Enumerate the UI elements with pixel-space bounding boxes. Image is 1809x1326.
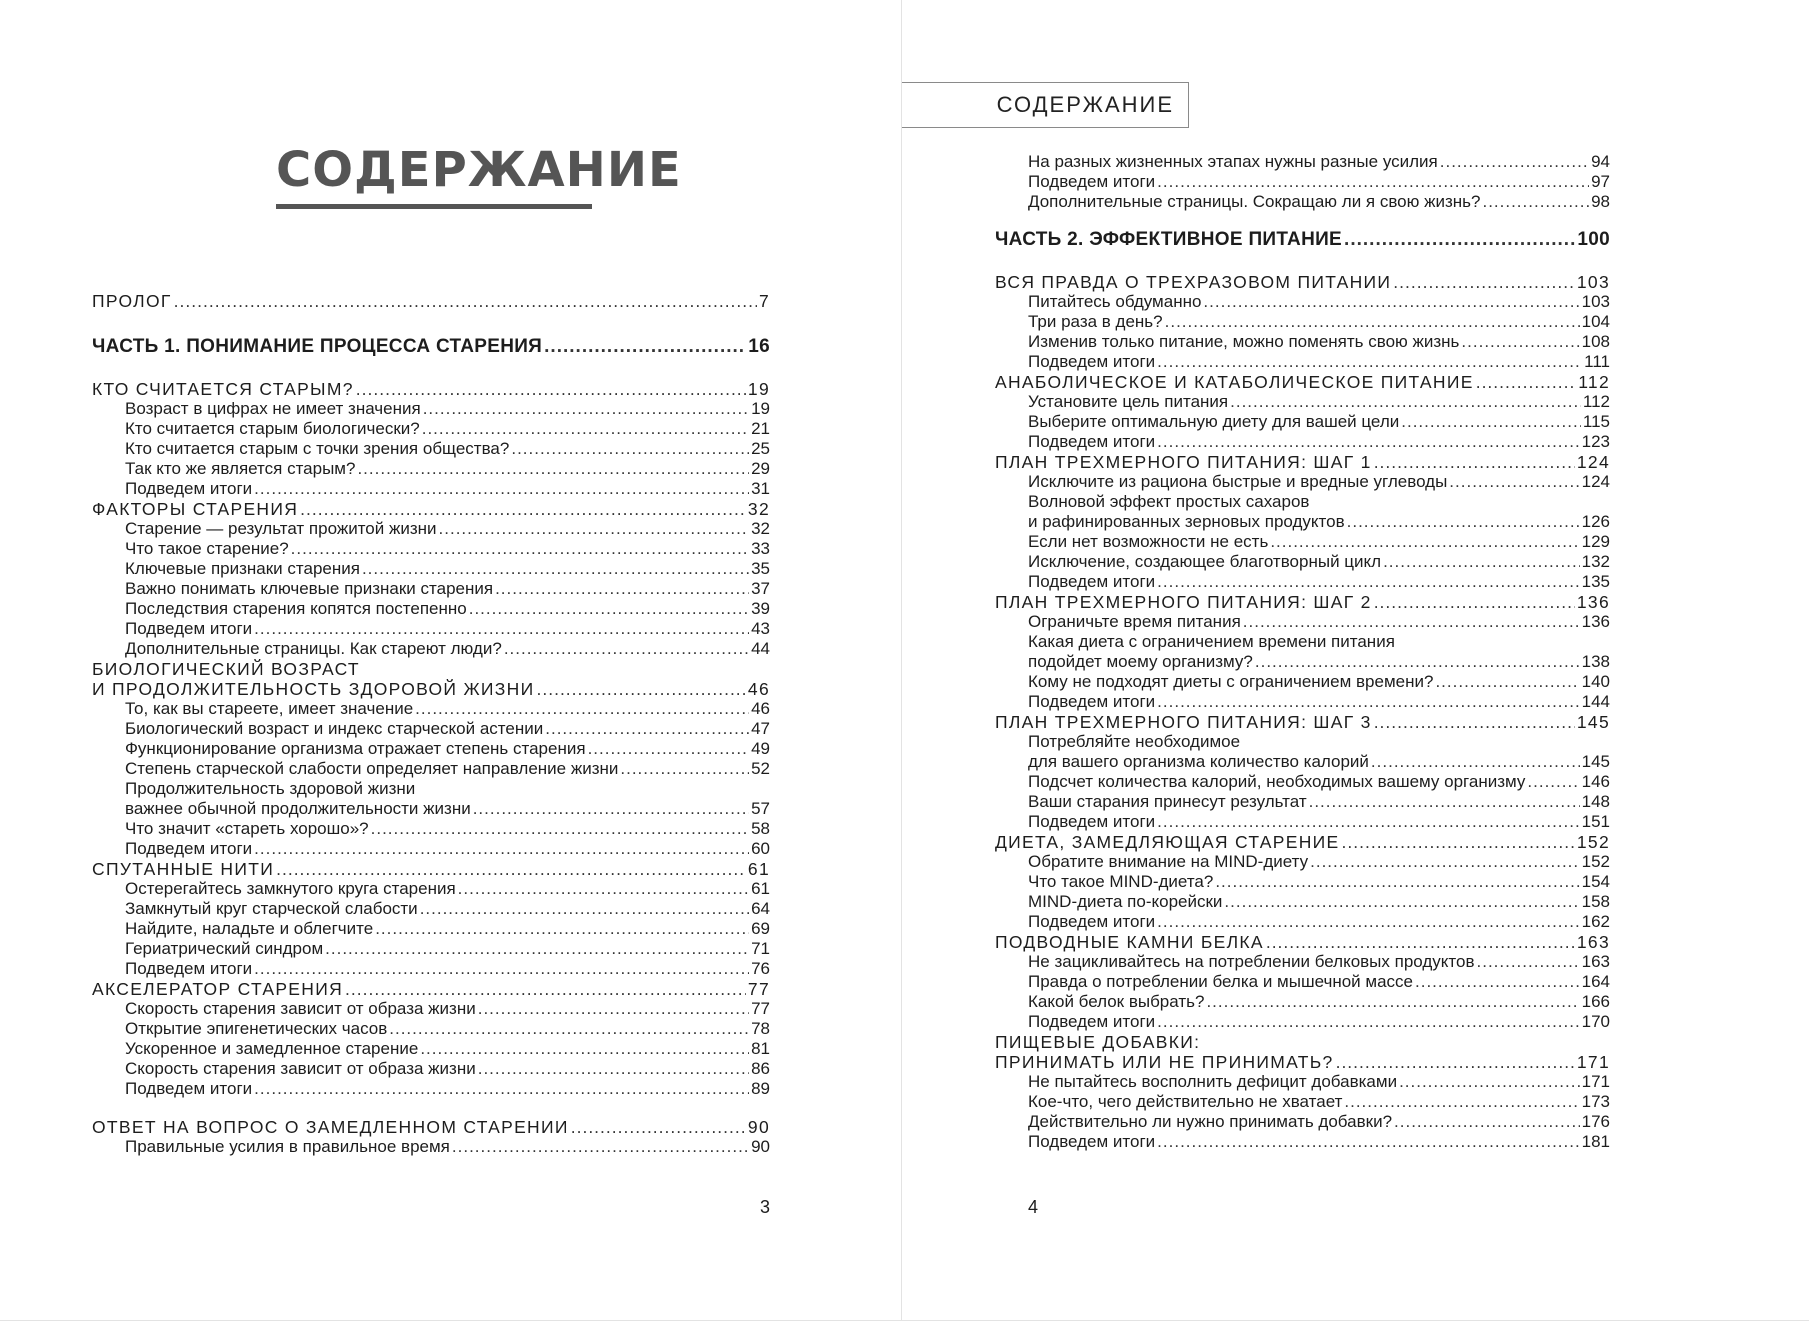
toc-entry: Кто считается старым биологически? ..... 21: [92, 419, 770, 439]
toc-entry: Возраст в цифрах не имеет значения ..... 19: [92, 399, 770, 419]
toc-entry: Кто считается старым с точки зрения общества? ..... 25: [92, 439, 770, 459]
toc-entry: Подведем итоги ..... 97: [1028, 172, 1610, 192]
toc-right-main: [995, 272, 1610, 1152]
toc-entry: Волновой эффект простых сахаров: [1028, 492, 1310, 511]
toc-entry: Исключение, создающее благотворный цикл ..... 132: [1028, 552, 1610, 572]
toc-entry: ДИЕТА, ЗАМЕДЛЯЮЩАЯ СТАРЕНИЕ ..... 152: [995, 832, 1610, 852]
toc-entry: Ограничьте время питания ..... 136: [1028, 612, 1610, 632]
toc-entry: Исключите из рациона быстрые и вредные углеводы ..... 124: [1028, 472, 1610, 492]
toc-entry: Ваши старания принесут результат ..... 148: [1028, 792, 1610, 812]
toc-entry: Старение — результат прожитой жизни ..... 32: [92, 519, 770, 539]
toc-entry: Кое-что, чего действительно не хватает ..... 173: [1028, 1092, 1610, 1112]
toc-entry: Что такое старение? ..... 33: [92, 539, 770, 559]
toc-entry: Ускоренное и замедленное старение ..... 81: [92, 1039, 770, 1059]
toc-entry: Подведем итоги ..... 123: [1028, 432, 1610, 452]
toc-entry: Подведем итоги ..... 151: [1028, 812, 1610, 832]
toc-right: [1028, 152, 1610, 212]
toc-entry: Если нет возможности не есть ..... 129: [1028, 532, 1610, 552]
toc-entry: БИОЛОГИЧЕСКИЙ ВОЗРАСТ: [92, 659, 360, 679]
toc-entry: Продолжительность здоровой жизни: [125, 779, 416, 798]
toc-entry: важнее обычной продолжительности жизни ..... 57: [92, 799, 770, 819]
toc-entry: Подведем итоги ..... 111: [1028, 352, 1610, 372]
toc-entry: Изменив только питание, можно поменять свою жизнь ..... 108: [1028, 332, 1610, 352]
toc-entry: Степень старческой слабости определяет направление жизни ..... 52: [92, 759, 770, 779]
toc-entry: Подведем итоги ..... 170: [1028, 1012, 1610, 1032]
toc-main-title: СОДЕРЖАНИЕ: [276, 142, 592, 209]
toc-entry: ПРОЛОГ ..... 7: [92, 291, 770, 311]
toc-left: [92, 291, 770, 1157]
toc-entry: Что значит «стареть хорошо»? ..... 58: [92, 819, 770, 839]
left-page: [0, 0, 901, 1320]
toc-entry: Функционирование организма отражает степень старения ..... 49: [92, 739, 770, 759]
running-head: СОДЕРЖАНИЕ: [902, 82, 1189, 128]
toc-entry: Выберите оптимальную диету для вашей цели ..... 115: [1028, 412, 1610, 432]
toc-entry: Какой белок выбрать? ..... 166: [1028, 992, 1610, 1012]
toc-entry: Не зацикливайтесь на потреблении белковых продуктов ..... 163: [1028, 952, 1610, 972]
toc-part-heading: ЧАСТЬ 2. ЭФФЕКТИВНОЕ ПИТАНИЕ ..... 100: [995, 228, 1610, 252]
toc-entry: Ключевые признаки старения ..... 35: [92, 559, 770, 579]
toc-entry: Замкнутый круг старческой слабости ..... 64: [92, 899, 770, 919]
toc-entry: Какая диета с ограничением времени питания: [1028, 632, 1395, 651]
toc-entry: Подведем итоги ..... 135: [1028, 572, 1610, 592]
toc-entry: Подведем итоги ..... 76: [92, 959, 770, 979]
toc-entry: Открытие эпигенетических часов ..... 78: [92, 1019, 770, 1039]
toc-entry: Биологический возраст и индекс старческой астении ..... 47: [92, 719, 770, 739]
toc-entry: Скорость старения зависит от образа жизни ..... 77: [92, 999, 770, 1019]
toc-entry: На разных жизненных этапах нужны разные усилия ..... 94: [1028, 152, 1610, 172]
toc-entry: Правильные усилия в правильное время ..... 90: [92, 1137, 770, 1157]
toc-entry: Так кто же является старым? ..... 29: [92, 459, 770, 479]
toc-entry: Действительно ли нужно принимать добавки? ..... 176: [1028, 1112, 1610, 1132]
toc-entry: Последствия старения копятся постепенно ..... 39: [92, 599, 770, 619]
toc-entry: Подведем итоги ..... 162: [1028, 912, 1610, 932]
toc-entry: Гериатрический синдром ..... 71: [92, 939, 770, 959]
toc-part-heading: ЧАСТЬ 1. ПОНИМАНИЕ ПРОЦЕССА СТАРЕНИЯ ..... 16: [92, 335, 770, 359]
toc-entry: Дополнительные страницы. Сокращаю ли я свою жизнь? ..... 98: [1028, 192, 1610, 212]
toc-entry: Подведем итоги ..... 31: [92, 479, 770, 499]
bottom-edge: [0, 1320, 1809, 1321]
toc-entry: АКСЕЛЕРАТОР СТАРЕНИЯ ..... 77: [92, 979, 770, 999]
toc-entry: То, как вы стареете, имеет значение ..... 46: [92, 699, 770, 719]
toc-entry: ПЛАН ТРЕХМЕРНОГО ПИТАНИЯ: ШАГ 1 ..... 124: [995, 452, 1610, 472]
toc-entry: ФАКТОРЫ СТАРЕНИЯ ..... 32: [92, 499, 770, 519]
toc-entry: Найдите, наладьте и облегчите ..... 69: [92, 919, 770, 939]
toc-entry: Подведем итоги ..... 144: [1028, 692, 1610, 712]
toc-entry: подойдет моему организму? ..... 138: [1028, 652, 1610, 672]
toc-entry: Скорость старения зависит от образа жизни ..... 86: [92, 1059, 770, 1079]
page-number-left: 3: [760, 1197, 771, 1217]
toc-entry: и рафинированных зерновых продуктов ..... 126: [1028, 512, 1610, 532]
toc-entry: Подсчет количества калорий, необходимых вашему организму ..... 146: [1028, 772, 1610, 792]
toc-entry: АНАБОЛИЧЕСКОЕ И КАТАБОЛИЧЕСКОЕ ПИТАНИЕ ..... 112: [995, 372, 1610, 392]
toc-entry: Подведем итоги ..... 89: [92, 1079, 770, 1099]
toc-entry: Подведем итоги ..... 181: [1028, 1132, 1610, 1152]
toc-entry: Важно понимать ключевые признаки старения ..... 37: [92, 579, 770, 599]
toc-entry: Дополнительные страницы. Как стареют люди? ..... 44: [92, 639, 770, 659]
toc-entry: для вашего организма количество калорий ..... 145: [1028, 752, 1610, 772]
toc-entry: ПРИНИМАТЬ ИЛИ НЕ ПРИНИМАТЬ? ..... 171: [995, 1052, 1610, 1072]
toc-entry: Обратите внимание на MIND-диету ..... 152: [1028, 852, 1610, 872]
toc-entry: КТО СЧИТАЕТСЯ СТАРЫМ? ..... 19: [92, 379, 770, 399]
toc-part-2: [995, 228, 1610, 252]
toc-entry: Три раза в день? ..... 104: [1028, 312, 1610, 332]
toc-entry: ОТВЕТ НА ВОПРОС О ЗАМЕДЛЕННОМ СТАРЕНИИ ..... 90: [92, 1117, 770, 1137]
toc-entry: ВСЯ ПРАВДА О ТРЕХРАЗОВОМ ПИТАНИИ ..... 103: [995, 272, 1610, 292]
toc-entry: Потребляйте необходимое: [1028, 732, 1241, 751]
page-number-right: 4: [1028, 1197, 1039, 1217]
toc-entry: Не пытайтесь восполнить дефицит добавками ..... 171: [1028, 1072, 1610, 1092]
toc-entry: ПИЩЕВЫЕ ДОБАВКИ:: [995, 1032, 1201, 1052]
right-page: [902, 0, 1809, 1320]
toc-entry: Питайтесь обдуманно ..... 103: [1028, 292, 1610, 312]
toc-entry: Кому не подходят диеты с ограничением времени? ..... 140: [1028, 672, 1610, 692]
toc-entry: ПЛАН ТРЕХМЕРНОГО ПИТАНИЯ: ШАГ 2 ..... 136: [995, 592, 1610, 612]
toc-entry: И ПРОДОЛЖИТЕЛЬНОСТЬ ЗДОРОВОЙ ЖИЗНИ ..... 46: [92, 679, 770, 699]
toc-entry: Остерегайтесь замкнутого круга старения ..... 61: [92, 879, 770, 899]
toc-entry: Что такое MIND-диета? ..... 154: [1028, 872, 1610, 892]
toc-entry: Подведем итоги ..... 43: [92, 619, 770, 639]
toc-entry: СПУТАННЫЕ НИТИ ..... 61: [92, 859, 770, 879]
toc-entry: Подведем итоги ..... 60: [92, 839, 770, 859]
toc-entry: MIND-диета по-корейски ..... 158: [1028, 892, 1610, 912]
toc-entry: ПЛАН ТРЕХМЕРНОГО ПИТАНИЯ: ШАГ 3 ..... 145: [995, 712, 1610, 732]
toc-entry: ПОДВОДНЫЕ КАМНИ БЕЛКА ..... 163: [995, 932, 1610, 952]
toc-entry: Установите цель питания ..... 112: [1028, 392, 1610, 412]
toc-entry: Правда о потреблении белка и мышечной массе ..... 164: [1028, 972, 1610, 992]
